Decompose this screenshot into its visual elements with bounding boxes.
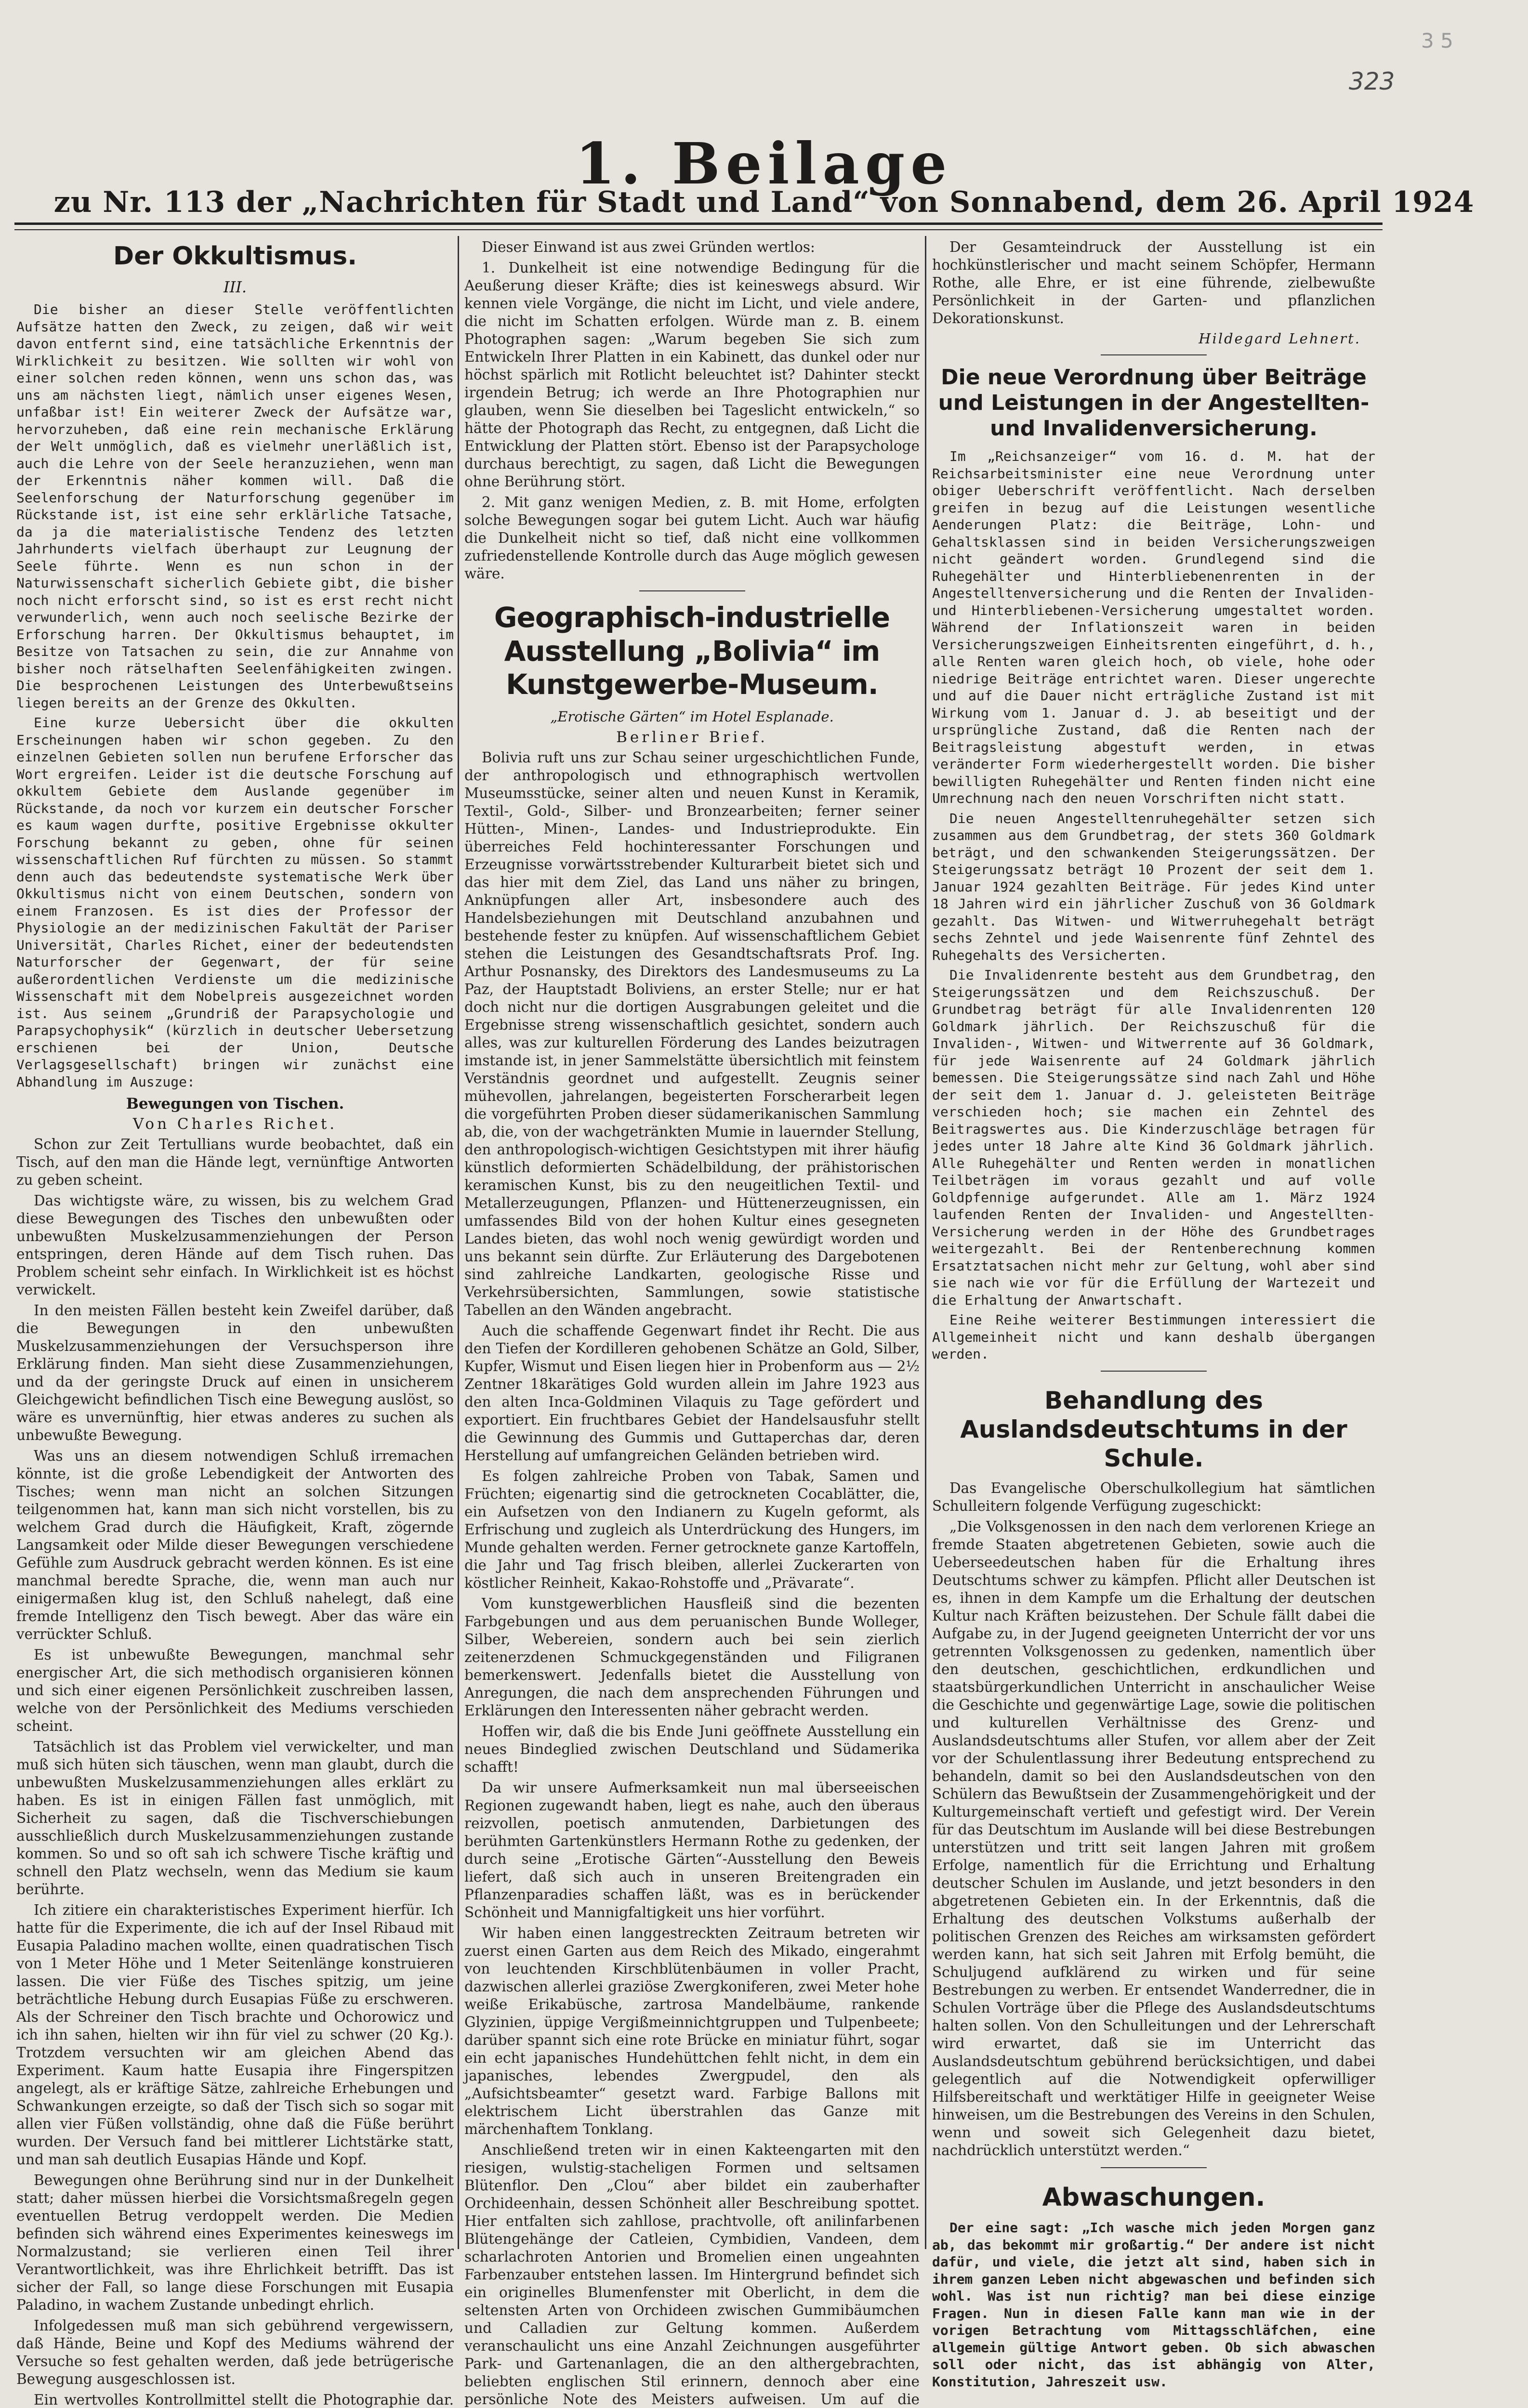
section-rule (1101, 2167, 1207, 2168)
paragraph: Schon zur Zeit Tertullians wurde beobachtet, daß ein Tisch, auf den man die Hände legt, vernünftige Antworten zu geben scheint. (16, 1136, 454, 1189)
paragraph: Wir haben einen langgestreckten Zeitraum betreten wir zuerst einen Garten aus dem Reich des Mikado, eingerahmt von leuchtenden Kirschblütenbäumen in voller Pracht, dazwischen allerlei graziöse Zwergkoniferen, zwei Meter hohe weiße Erikabüsche, zartrosa Mandelbäume, rankende Glyzinien, üppige Vergißmeinnichtgruppen und Tulpenbeete; darüber spannt sich eine rote Brücke en miniatur führt, sogar ein echt japanisches Hundehüttchen fehlt nicht, in dem ein japanisches, lebendes Zwergpudel, den als „Aufsichtsbeamter“ gesetzt ward. Farbige Ballons mit elektrischem Licht überstrahlen das Ganze mit märchenhaftem Tonklang. (464, 1924, 920, 2137)
paragraph: Die bisher an dieser Stelle veröffentlichten Aufsätze hatten den Zweck, zu zeigen, daß wir weit davon entfernt sind, eine tatsächliche Erkenntnis der Wirklichkeit zu besitzen. Wie sollten wir wohl von einer solchen reden können, wenn uns schon das, was uns am nächsten liegt, nämlich unser eigenes Wesen, unfaßbar ist! Ein weiterer Zweck der Aufsätze war, hervorzuheben, daß eine rein mechanische Erklärung der Welt unmöglich, daß es vielmehr unerläßlich ist, auch die Lehre von der Seele heranzuziehen, wenn man der Erkenntnis näher kommen will. Daß die Seelenforschung der Naturforschung gegenüber im Rückstande ist, ist eine sehr erklärliche Tatsache, da ja die materialistische Tendenz des letzten Jahrhunderts vielfach überhaupt zur Leugnung der Seele führte. Wenn es nun schon in der Naturwissenschaft sicherlich Gebiete gibt, die bisher noch nicht erforscht sind, so ist es erst recht nicht verwunderlich, wenn auch noch seelische Bezirke der Erforschung harren. Der Okkultismus behauptet, im Besitze von Tatsachen zu sein, die zur Annahme von bisher noch rätselhaften Seelenfähigkeiten zwingen. Die besprochenen Leistungen des Unterbewußtseins liegen bereits an der Grenze des Okkulten. (16, 301, 454, 711)
section-rule (639, 590, 745, 591)
paragraph: In den meisten Fällen besteht kein Zweifel darüber, daß die Bewegungen in den unbewußten Muskelzusammenziehungen der Versuchsperson ihre Erklärung finden. Man sieht diese Zusammenziehungen, und da der geringste Druck auf einen in unsicherem Gleichgewicht befindlichen Tisch eine Bewegung auslöst, so wäre es unvernünftig, hier etwas anderes zu suchen als unbewußte Bewegung. (16, 1302, 454, 1444)
paragraph: Auch die schaffende Gegenwart findet ihr Recht. Die aus den Tiefen der Kordilleren gehobenen Schätze an Gold, Silber, Kupfer, Wismut und Eisen liegen hier in Probenform aus — 2½ Zentner 18karätiges Gold wurden allein im Jahre 1923 aus den alten Inca-Goldminen Vilaquis zu Tage gefördert und exportiert. Ein fruchtbares Gebiet der Handelsausfuhr stellt die Gewinnung des Gummis und Guttaperchas dar, deren Herstellung auf umfangreichen Geländen betrieben wird. (464, 1322, 920, 1464)
article-heading: Geographisch-industrielle Ausstellung „Bolivia“ im Kunstgewerbe-Museum. (494, 601, 890, 701)
article-heading: Behandlung des Auslandsdeutschtums in der Schule. (960, 1386, 1347, 1472)
paragraph: Vom kunstgewerblichen Hausfleiß sind die bezenten Farbgebungen und aus dem peruanischen Bunde Wolleger, Silber, Webereien, sondern auch bei sein zierlich zeitenerzdenen Schmuckgegenständen und Filigranen bemerkenswert. Jedenfalls bietet die Ausstellung von Anregungen, die nach dem ansprechenden Führungen und Erklärungen den Interessenten näher gebracht werden. (464, 1595, 920, 1719)
paragraph: Dieser Einwand ist aus zwei Gründen wertlos: (482, 239, 815, 255)
column-3 (932, 238, 1375, 2390)
byline: Von Charles Richet. (132, 1115, 338, 1133)
signature: Hildegard Lehnert. (1199, 330, 1361, 347)
column-2 (464, 238, 920, 2408)
paragraph: Es ist unbewußte Bewegungen, manchmal sehr energischer Art, die sich methodisch organisieren können und sich einer eigenen Persönlichkeit zuschreiben lassen, welche von der Persönlichkeit des Mediums verschieden scheint. (16, 1647, 454, 1735)
paragraph: Hoffen wir, daß die bis Ende Juni geöffnete Ausstellung ein neues Bindeglied zwischen Deutschland und Südamerika schafft! (464, 1723, 920, 1775)
paragraph: Der eine sagt: „Ich wasche mich jeden Morgen ganz ab, das bekommt mir großartig.“ Der andere ist nicht dafür, und viele, die jetzt alt sind, haben sich in ihrem ganzen Leben nicht abgewaschen und befinden sich wohl. Was ist nun richtig? man bei diese einzige Fragen. Nun in diesen Falle kann man wie in der vorigen Betrachtung vom Mittagsschläfchen, eine allgemein gültige Antwort geben. Ob sich abwaschen soll oder nicht, das ist abhängig von Alter, Konstitution, Jahreszeit usw. (932, 2220, 1375, 2390)
paragraph: Bolivia ruft uns zur Schau seiner urgeschichtlichen Funde, der anthropologisch und ethnographisch wertvollen Museumsstücke, seiner alten und neuen Kunst in Keramik, Textil-, Gold-, Silber- und Bronzearbeiten; ferner seiner Hütten-, Minen-, Landes- und Industrieprodukte. Ein überreiches Feld hochinteressanter Forschungen und Erzeugnisse vorwärtsstrebender Kulturarbeit bietet sich und das hier mit dem Ziel, das Land uns näher zu bringen, Anknüpfungen aller Art, insbesondere auch des Handelsbeziehungen mit Deutschland anzubahnen und bestehende fester zu knüpfen. Auf wissenschaftlichem Gebiet stehen die Leistungen des Gesandtschaftsrats Prof. Ing. Arthur Posnansky, des Direktors des Landesmuseums zu La Paz, der Hauptstadt Boliviens, an erster Stelle; nur er hat doch nicht nur die dortigen Ausgrabungen geleitet und die Ergebnisse streng wissenschaftlich gesichtet, sondern auch alles, was zur kulturellen Förderung des Landes beizutragen imstande ist, in jener Sammelstätte übersichtlich mit feinstem Verständnis geordnet und aufgestellt. Zeugnis seiner mühevollen, jahrelangen, begeisterten Forscherarbeit legen die vorgeführten Proben dieser südamerikanischen Sammlung ab, die, von der wachgetränkten Mumie in lauernder Stellung, den anthropologisch-wichtigen Gesichtstypen mit ihrer häufig künstlich deformierten Schädelbildung, der prähistorischen keramischen Kunst, bis zu den neugeitlichen Textil- und Metallerzeugungen, Pflanzen- und Hüttenerzeugnissen, ein umfassendes Bild von der hohen Kultur eines gesegneten Landes bieten, das wohl noch wenig gewürdigt worden und uns bekannt sein dürfte. Zur Erläuterung des Dargebotenen sind zahlreiche Landkarten, geologische Risse und Verkehrsübersichten, Sammlungen, sowie statistische Tabellen an den Wänden angebracht. (464, 749, 920, 1318)
article-heading: Abwaschungen. (1042, 2183, 1265, 2212)
paragraph: Die neuen Angestelltenruhegehälter setzen sich zusammen aus dem Grundbetrag, der stets 360 Goldmark beträgt, und den schwankenden Steigerungssätzen. Der Steigerungssatz beträgt 10 Prozent der seit dem 1. Januar 1924 gezahlten Beiträge. Für jedes Kind unter 18 Jahren wird ein jährlicher Zuschuß von 36 Goldmark gezahlt. Das Witwen- und Witwerruhegehalt beträgt sechs Zehntel und jede Waisenrente fünf Zehntel des Ruhegehalts des Versicherten. (932, 810, 1375, 963)
subheading: „Erotische Gärten“ im Hotel Esplanade. (550, 708, 834, 725)
masthead-subtitle: zu Nr. 113 der „Nachrichten für Stadt und Land“ von Sonnabend, dem 26. April 1924 (53, 185, 1475, 219)
paragraph: 2. Mit ganz wenigen Medien, z. B. mit Home, erfolgten solche Bewegungen sogar bei gutem Licht. Auch war häufig die Dunkelheit nicht so tief, daß nicht eine vollkommen zufriedenstellende Kontrolle durch das Auge möglich gewesen wäre. (464, 494, 920, 582)
paragraph: Eine Reihe weiterer Bestimmungen interessiert die Allgemeinheit nicht und kann deshalb übergangen werden. (932, 1312, 1375, 1362)
paragraph: Anschließend treten wir in einen Kakteengarten mit den riesigen, wulstig-stacheligen Formen und seltsamen Blütenflor. Den „Clou“ aber bildet ein zauberhafter Orchideenhain, dessen Schönheit aller Beschreibung spottet. Hier entfalten sich zahllose, prachtvolle, oft anilinfarbenen Blütengehänge der Catleien, Cymbidien, Vandeen, dem scharlachroten Antorien und Bromelien einen ungeahnten Farbenzauber entstehen lassen. Im Hintergrund befindet sich ein originelles Blumenfenster mit Oberlicht, in dem die seltensten Arten von Orchideen zwischen Gummibäumchen und Calladien zur Geltung kommen. Außerdem veranschaulicht uns eine Anzahl Zeichnungen ausgeführter Park- und Gartenanlagen, die an den althergebrachten, beliebten englischen Stil erinnern, dennoch aber eine persönliche Note des Meisters aufweisen. Um auf die (464, 2141, 920, 2408)
article-heading: Der Okkultismus. (113, 242, 357, 271)
masthead-rule (14, 222, 1383, 225)
paragraph: Im „Reichsanzeiger“ vom 16. d. M. hat der Reichsarbeitsminister eine neue Verordnung unter obiger Ueberschrift veröffentlicht. Nach derselben greifen in bezug auf die Leistungen wesentliche Aenderungen Platz: die Beiträge, Lohn- und Gehaltsklassen sind in beiden Versicherungszweigen nicht geändert worden. Grundlegend sind die Ruhegehälter und Hinterbliebenenrenten in der Angestelltenversicherung und die Renten der Invaliden- und Hinterbliebenen-Versicherung umgestaltet worden. Während der Inflationszeit waren in beiden Versicherungszweigen Einheitsrenten eingeführt, d. h., alle Renten waren gleich hoch, ob viele, hohe oder niedrige Beiträge entrichtet waren. Dieser ungerechte und auf die Dauer nicht erträgliche Zustand ist mit Wirkung vom 1. Januar d. J. ab beseitigt und der ursprüngliche Zustand, daß die Renten nach der Beitragsleistung abgestuft werden, in etwas veränderter Form wiederhergestellt worden. Die bisher bewilligten Ruhegehälter und Renten finden nicht eine Umrechnung nach den neuen Vorschriften nicht statt. (932, 448, 1375, 807)
paragraph: Es folgen zahlreiche Proben von Tabak, Samen und Früchten; eigenartig sind die getrockneten Cocablätter, die, ein Aufsetzen von den Indianern zu Kugeln geformt, als Erfrischung und zugleich als Unterdrückung des Hungers, im Munde gehalten werden. Ferner getrocknete ganze Kartoffeln, die Jahr und Tag frisch bleiben, allerlei Zuckerarten von köstlicher Reinheit, Kakao-Rohstoffe und „Prävarate“. (464, 1467, 920, 1591)
paragraph: Da wir unsere Aufmerksamkeit nun mal überseeischen Regionen zugewandt haben, liegt es nahe, auch den überaus reizvollen, poetisch anmutenden, Darbietungen des berühmten Gartenkünstlers Hermann Rothe zu gedenken, der durch seine „Erotische Gärten“-Ausstellung den Beweis liefert, daß sich auch in unseren Breitengraden ein Pflanzenparadies schaffen läßt, was es in berückender Schönheit und Mannigfaltigkeit uns hier vorführt. (464, 1779, 920, 1921)
paragraph: Das Evangelische Oberschulkollegium hat sämtlichen Schulleitern folgende Verfügung zugeschickt: (932, 1479, 1375, 1514)
paragraph: Ich zitiere ein charakteristisches Experiment hierfür. Ich hatte für die Experimente, die ich auf der Insel Ribaud mit Eusapia Paladino machen wollte, einen quadratischen Tisch von 1 Meter Höhe und 1 Meter Seitenlänge konstruieren lassen. Die vier Füße des Tisches spitzig, um jeine beträchtliche Hebung durch Eusapias Füße zu erschweren. Als der Schreiner den Tisch brachte und Ochorowicz und ich ihn sahen, hielten wir ihn für viel zu schwer (20 Kg.). Trotzdem versuchten wir am gleichen Abend das Experiment. Kaum hatte Eusapia ihre Fingerspitzen angelegt, als er kräftige Sätze, zahlreiche Erhebungen und Schwankungen erzeigte, so daß der Tisch sich so sogar mit allen vier Füßen vollständig, ohne daß die Füße berührt wurden. Der Versuch fand bei mittlerer Lichtstärke statt, und man sah deutlich Eusapias Hände und Kopf. (16, 1902, 454, 2168)
paragraph: Tatsächlich ist das Problem viel verwickelter, und man muß sich hüten sich täuschen, wenn man glaubt, durch die unbewußten Muskelzusammenziehungen alles erklärt zu haben. Es ist in einigen Fällen fast unmöglich, mit Sicherheit zu sagen, daß die Tischverschiebungen ausschließlich durch Muskelzusammenziehungen zustande kommen. So und so oft sah ich schwere Tische kräftig und schnell den Platz wechseln, wenn das Medium sie kaum berührte. (16, 1739, 454, 1898)
column-divider (925, 236, 926, 2249)
section-rule (1101, 354, 1207, 355)
masthead-title: 1. Beilage (575, 130, 953, 197)
masthead-rule-thin (14, 229, 1383, 230)
paragraph: Eine kurze Uebersicht über die okkulten Erscheinungen haben wir schon gegeben. Zu den einzelnen Gebieten sollen nun berufene Erforscher das Wort ergreifen. Leider ist die deutsche Forschung auf okkultem Gebiete dem Auslande gegenüber im Rückstande, da noch vor kurzem ein deutscher Forscher es kaum wagen durfte, positive Ergebnisse okkulter Forschung bekannt zu geben, ohne für seinen wissenschaftlichen Ruf fürchten zu müssen. So stammt denn auch das bedeutendste systematische Werk über Okkultismus nicht von einem Deutschen, sondern von einem Franzosen. Es ist dies der Professor der Physiologie an der medizinischen Fakultät der Pariser Universität, Charles Richet, einer der bedeutendsten Naturforscher der Gegenwart, der für seine außerordentlichen Verdienste um die medizinische Wissenschaft mit dem Nobelpreis ausgezeichnet worden ist. Aus seinem „Grundriß der Parapsychologie und Parapsychophysik“ (kürzlich in deutscher Uebersetzung erschienen bei der Union, Deutsche Verlagsgesellschaft) bringen wir zunächst eine Abhandlung im Auszuge: (16, 715, 454, 1090)
article-part-number: III. (223, 278, 247, 297)
article-heading: Die neue Verordnung über Beiträge und Leistungen in der Angestellten- und Invalidenversicherung. (938, 365, 1370, 441)
paragraph: Ein wertvolles Kontrollmittel stellt die Photographie dar. (34, 2392, 454, 2408)
paragraph: Infolgedessen muß man sich gebührend vergewissern, daß Hände, Beine und Kopf des Mediums während der Versuche so fest gehalten werden, daß jede betrügerische Bewegung ausgeschlossen ist. (16, 2317, 454, 2388)
page-number: 323 (1349, 67, 1395, 95)
column-1 (16, 238, 454, 2408)
column-divider (458, 236, 459, 2249)
paragraph: Die Invalidenrente besteht aus dem Grundbetrag, den Steigerungssätzen und dem Reichszuschuß. Der Grundbetrag beträgt für alle Invalidenrenten 120 Goldmark jährlich. Der Reichszuschuß für die Invaliden-, Witwen- und Witwerrente auf 36 Goldmark, für jede Waisenrente auf 24 Goldmark jährlich bemessen. Die Steigerungssätze sind nach Zahl und Höhe der seit dem 1. Januar d. J. geleisteten Beiträge verschieden hoch; sie machen ein Zehntel des Beitragswertes aus. Die Kinderzuschläge betragen für jedes unter 18 Jahre alte Kind 36 Goldmark jährlich. Alle Ruhegehälter und Renten werden in monatlichen Teilbeträgen im voraus gezahlt und auf volle Goldpfennige aufgerundet. Alle am 1. März 1924 laufenden Renten der Invaliden- und Angestellten-Versicherung werden in der Höhe des Grundbetrages weitergezahlt. Bei der Rentenberechnung kommen Ersatztatsachen nicht mehr zur Geltung, wohl aber sind sie nach wie vor für die Erfüllung der Wartezeit und die Erhaltung der Anwartschaft. (932, 967, 1375, 1308)
subheading: Bewegungen von Tischen. (126, 1095, 344, 1113)
subheading: Berliner Brief. (616, 728, 768, 746)
paragraph: 1. Dunkelheit ist eine notwendige Bedingung für die Aeußerung dieser Kräfte; dies ist keineswegs absurd. Wir kennen viele Vorgänge, die nicht im Licht, und viele andere, die nicht im Schatten erfolgen. Würde man z. B. einem Photographen sagen: „Warum begeben Sie sich zum Entwickeln Ihrer Platten in ein Kabinett, das dunkel oder nur höchst spärlich mit Rotlicht beleuchtet ist? Dahinter steckt irgendein Betrug; ich werde an Ihre Photographien nur glauben, wenn Sie dieselben bei Tageslicht entwickeln,“ so hätte der Photograph das Recht, zu entgegnen, daß Licht die Entwicklung der Platten stört. Ebenso ist der Parapsychologe durchaus berechtigt, zu sagen, daß Licht die Bewegungen ohne Berührung stört. (464, 260, 920, 490)
archive-mark: 3 5 (1421, 29, 1453, 52)
paragraph: Was uns an diesem notwendigen Schluß irremachen könnte, ist die große Lebendigkeit der Antworten des Tisches; wenn man nicht an solchen Sitzungen teilgenommen hat, kann man sich nicht vorstellen, bis zu welchem Grad durch die Häufigkeit, Kraft, zögernde Langsamkeit oder Milde dieser Bewegungen verschiedene Gefühle zum Ausdruck gebracht werden können. Es ist eine manchmal beredte Sprache, die, wenn man auch nur einigermaßen klug ist, den Schluß nahelegt, daß eine fremde Intelligenz den Tisch bewegt. Aber das wäre ein verrückter Schluß. (16, 1448, 454, 1643)
paragraph: „Die Volksgenossen in den nach dem verlorenen Kriege an fremde Staaten abgetretenen Gebieten, sowie auch die Ueberseedeutschen haben für die Erhaltung ihres Deutschtums schwer zu kämpfen. Pflicht aller Deutschen ist es, ihnen in dem Kampfe um die Erhaltung der deutschen Kultur nach Kräften beizustehen. Der Schule fällt dabei die Aufgabe zu, in der Jugend geeigneten Unterricht der vor uns getrennten Volksgenossen zu gedenken, namentlich über den deutschen, geschichtlichen, erdkundlichen und staatsbürgerkundlichen Unterricht in anschaulicher Weise die Geschichte und gegenwärtige Lage, sowie die politischen und kulturellen Verhältnisse des Grenz- und Auslandsdeutschtums aller Stufen, vor allem aber der Zeit vor der Schulentlassung ihrer Bedeutung entsprechend zu behandeln, damit so bei den Auslandsdeutschen von den Schülern das Bewußtsein der Zusammengehörigkeit und der Kulturgemeinschaft vertieft und gefestigt wird. Der Verein für das Deutschtum im Auslande will bei diese Bestrebungen unterstützen und tritt seit langen Jahren mit großem Erfolge, namentlich für die Errichtung und Erhaltung deutscher Schulen im Auslande, und jetzt besonders in den abgetretenen Gebieten ein. In der Erkenntnis, daß die Erhaltung des deutschen Volkstums außerhalb der politischen Grenzen des Reiches am wirksamsten gefördert werden kann, hat sich seit Jahren mit Erfolg bemüht, die Schuljugend aufklärend zu wirken und für seine Bestrebungen zu werben. Er entsendet Wanderredner, die in Schulen Vorträge über die Pflege des Auslandsdeutschtums halten sollen. Von den Schulleitungen und der Lehrerschaft wird erwartet, daß sie im Unterricht das Auslandsdeutschtum gebührend berücksichtigen, und dabei gelegentlich auf die Notwendigkeit opferwilliger Hilfsbereitschaft und werktätiger Hilfe in geeigneter Weise hinweisen, um die Bestrebungen des Vereins in den Schulen, wenn und soweit sich Gelegenheit dazu bietet, nachdrücklich unterstützt werden.“ (932, 1518, 1375, 2159)
section-rule (1101, 1371, 1207, 1372)
paragraph: Der Gesamteindruck der Ausstellung ist ein hochkünstlerischer und macht seinem Schöpfer, Hermann Rothe, alle Ehre, er ist eine führende, zielbewußte Persönlichkeit in der Garten- und pflanzlichen Dekorationskunst. (932, 239, 1375, 327)
paragraph: Bewegungen ohne Berührung sind nur in der Dunkelheit statt; daher müssen hierbei die Vorsichtsmaßregeln gegen eventuellen Betrug verdoppelt werden. Die Medien befinden sich während eines Experimentes keineswegs im Normalzustand; sie verlieren einen Teil ihrer Verantwortlichkeit, was ihre Ehrlichkeit betrifft. Das ist sicher der Fall, so lange diese Forschungen mit Eusapia Paladino, in wachem Zustande unbedingt ehrlich. (16, 2172, 454, 2314)
paragraph: Das wichtigste wäre, zu wissen, bis zu welchem Grad diese Bewegungen des Tisches den unbewußten oder unbewußten Muskelzusammenziehungen der Person entspringen, deren Hände auf dem Tisch ruhen. Das Problem scheint sehr einfach. In Wirklichkeit ist es höchst verwickelt. (16, 1192, 454, 1298)
